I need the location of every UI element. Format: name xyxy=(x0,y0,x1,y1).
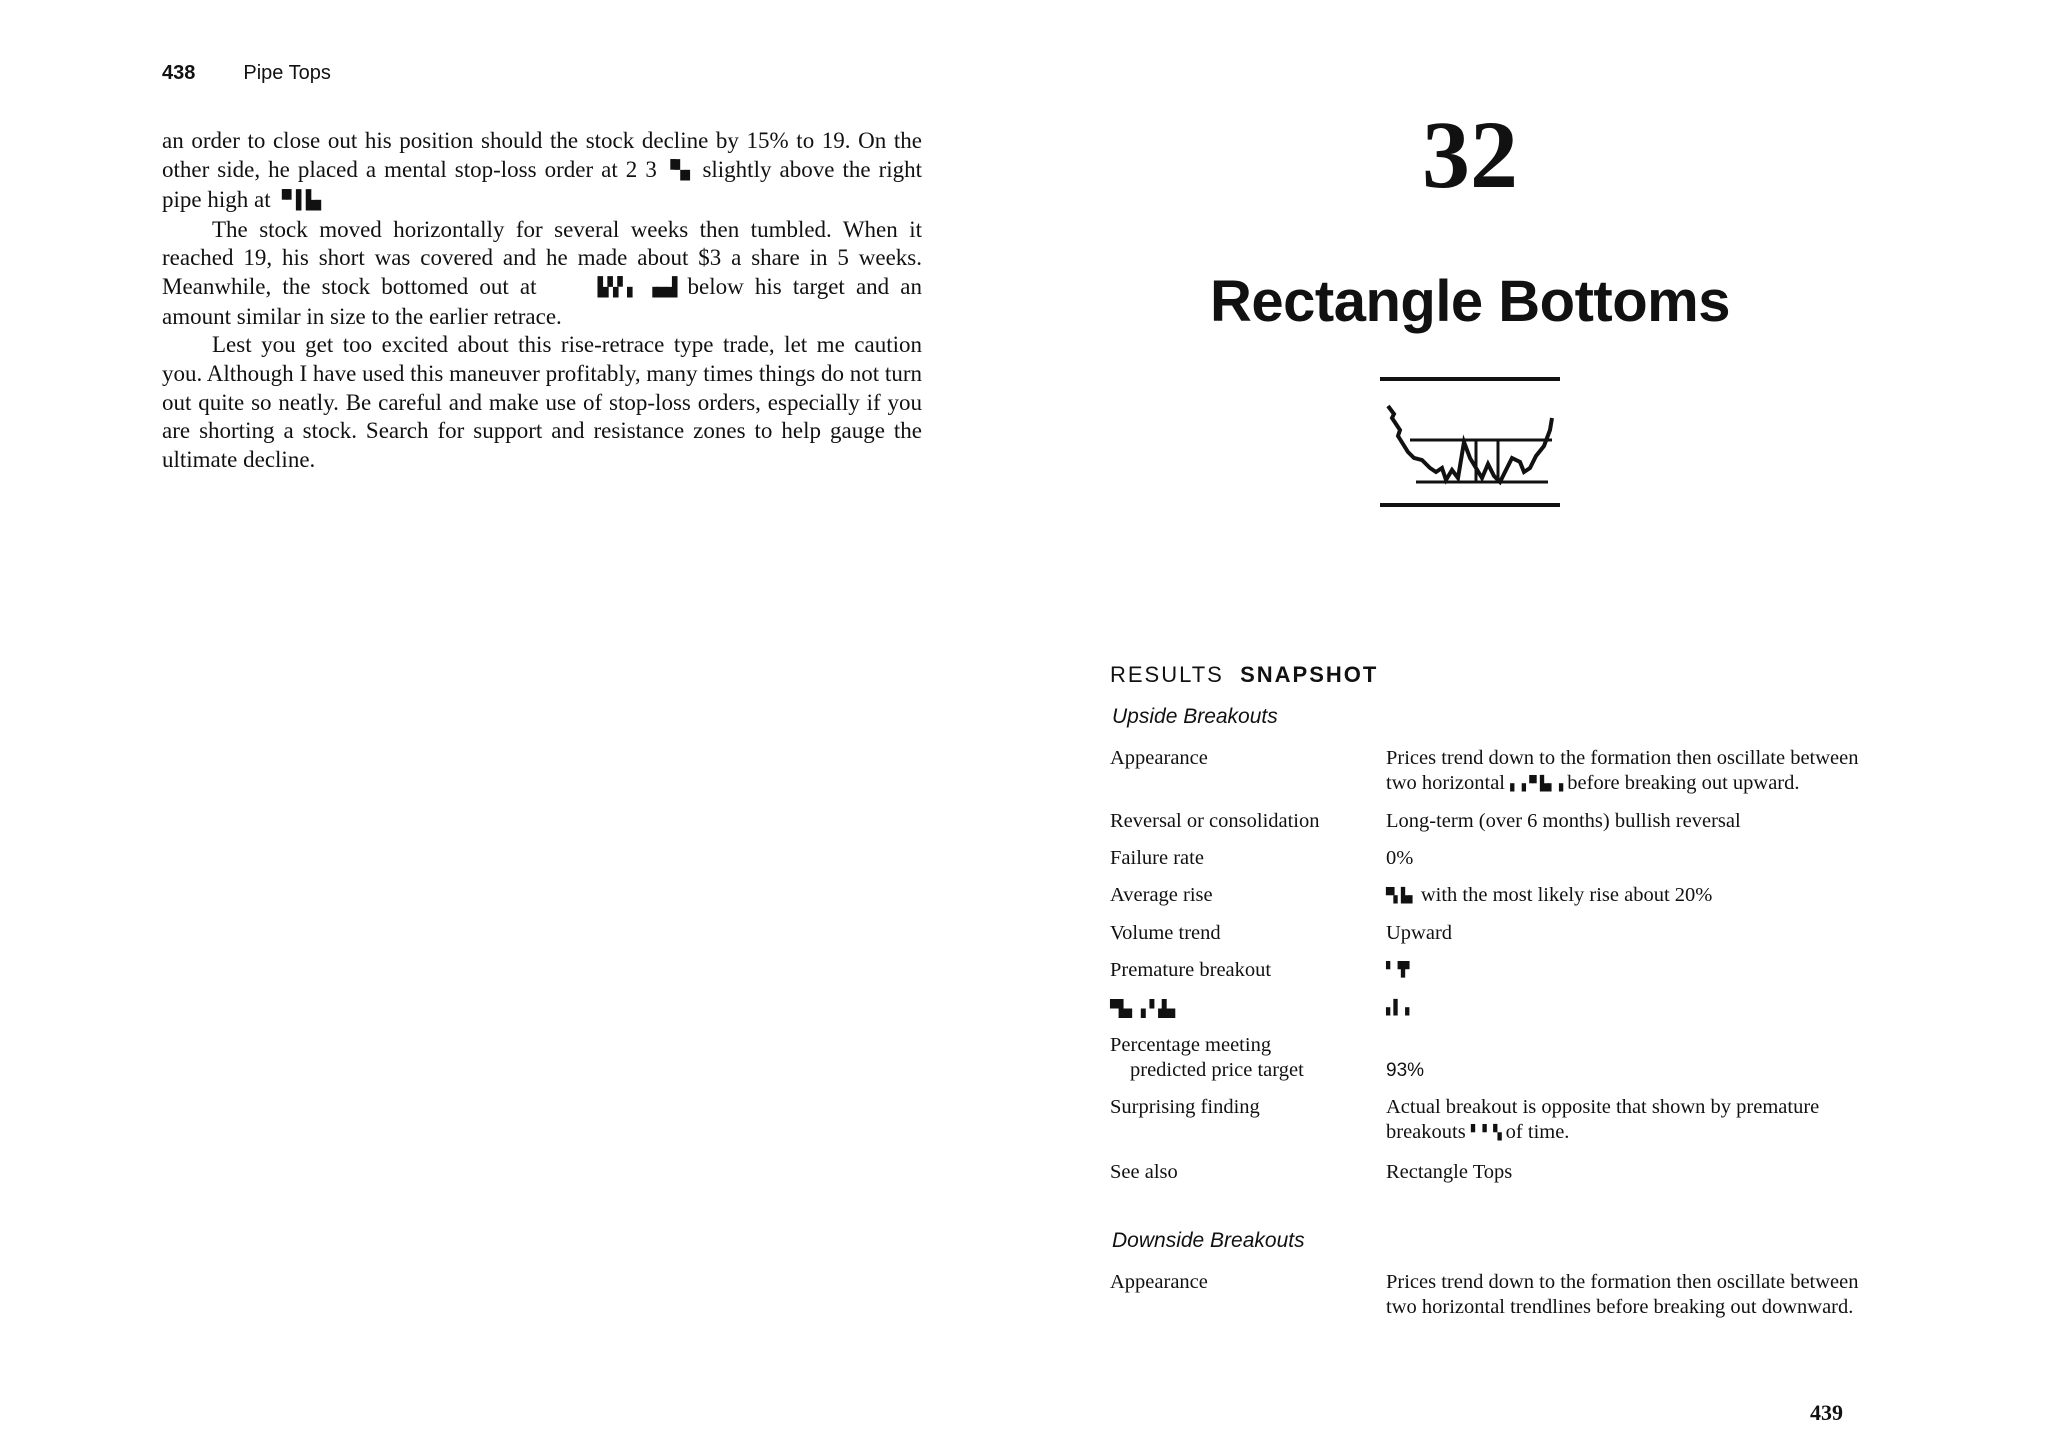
chapter-number: 32 xyxy=(1422,101,1518,208)
row-label: Reversal or consolidation xyxy=(1110,809,1320,832)
paragraph: Lest you get too excited about this rise-retrace type trade, let me caution you. Although I have used this maneuver profitably, many times things do not turn out quite so neatly. Be careful and make use of stop-loss orders, especially if you are shorting a stock. Search for support and resistance zones to help gauge the ultimate decline. xyxy=(162,332,922,472)
row-label: Volume trend xyxy=(1110,921,1221,944)
row-label-line: predicted price target xyxy=(1130,1059,1304,1082)
table-row xyxy=(1110,846,1880,871)
row-value-text: Actual breakout is opposite that shown by premature breakouts xyxy=(1386,1096,1820,1144)
illegible-glyph: ▙▚▘▖ ▗▄▟ xyxy=(597,277,677,299)
row-value: Upward xyxy=(1386,921,1453,944)
rectangle-bottom-emblem-icon xyxy=(1380,372,1560,512)
upside-breakouts-heading: Upside Breakouts xyxy=(1112,705,1278,728)
paragraph-text: below his target and an amount similar in size to the earlier retrace. xyxy=(162,273,923,329)
row-label xyxy=(1110,1033,1386,1083)
page-number: 438 xyxy=(162,62,196,84)
row-value-text: Prices trend down to the formation then oscillate between two horizontal xyxy=(1386,747,1859,794)
row-value-text: of time. xyxy=(1505,1121,1570,1144)
row-value-text: before breaking out upward. xyxy=(1567,772,1800,794)
downside-breakouts-heading: Downside Breakouts xyxy=(1112,1229,1305,1252)
paragraph-text: an order to close out his position should the stock decline by 15% to 19. On the other side, he placed a mental stop-loss order at 2 3 xyxy=(162,128,922,182)
row-value: 0% xyxy=(1386,846,1414,869)
illegible-glyph: ▘▝▛ xyxy=(1386,962,1409,979)
paragraph xyxy=(162,127,922,216)
row-label: Average rise xyxy=(1110,883,1213,906)
paragraph xyxy=(162,216,922,332)
page-number-folio: 439 xyxy=(1810,1400,1843,1425)
row-label: Appearance xyxy=(1110,1271,1208,1293)
illegible-glyph: ▘▝ ▚ xyxy=(1470,1124,1501,1141)
row-value: Prices trend down to the formation then oscillate between two horizontal trendlines before breaking out downward. xyxy=(1386,1271,1859,1318)
table-row xyxy=(1110,1160,1880,1185)
illegible-glyph: ▀▖▙▖ xyxy=(1386,887,1416,904)
row-label: Surprising finding xyxy=(1110,1096,1260,1119)
body-text xyxy=(162,127,922,474)
row-value xyxy=(1386,1095,1866,1146)
table-row xyxy=(1110,1270,1880,1320)
chapter-title: Rectangle Bottoms xyxy=(1209,269,1730,334)
table-row xyxy=(1110,1095,1880,1146)
paragraph-text: slightly above the right pipe high at xyxy=(162,156,923,212)
row-value-text: with the most likely rise about 20% xyxy=(1420,883,1713,906)
illegible-glyph: ▀▙▖▗▝▗▙▖ xyxy=(1110,999,1180,1019)
row-value: Long-term (over 6 months) bullish reversal xyxy=(1386,809,1741,832)
row-value xyxy=(1386,883,1866,909)
paragraph-text: The stock moved horizontally for several weeks then tumbled. When it reached 19, his short was covered and he made about $3 a share in 5 weeks. Meanwhile, the stock bottomed out at xyxy=(162,216,922,299)
illegible-glyph: ▝▘▌▙▖ xyxy=(276,190,326,212)
row-value xyxy=(1386,995,1866,1021)
table-row xyxy=(1110,921,1880,946)
row-label: See also xyxy=(1110,1160,1178,1183)
row-label xyxy=(1110,995,1386,1021)
row-label: Appearance xyxy=(1110,747,1208,769)
table-row xyxy=(1110,958,1880,984)
table-row xyxy=(1110,995,1880,1021)
right-page xyxy=(1020,0,2048,1447)
running-head-title: Pipe Tops xyxy=(243,62,331,84)
row-value xyxy=(1386,1033,1866,1083)
left-page xyxy=(0,0,1020,1447)
row-value xyxy=(1386,746,1866,797)
row-value: Rectangle Tops xyxy=(1386,1160,1513,1183)
row-label-line: Percentage meeting xyxy=(1110,1034,1272,1057)
table-row xyxy=(1110,1033,1880,1083)
results-snapshot-heading xyxy=(1110,662,1378,688)
downside-table xyxy=(1110,1270,1880,1332)
illegible-glyph: ▖▌▗ xyxy=(1386,1000,1409,1017)
row-label: Premature breakout xyxy=(1110,958,1272,981)
row-label: Failure rate xyxy=(1110,846,1204,869)
table-row xyxy=(1110,883,1880,909)
illegible-glyph: ▖▗▝▘▙▖▗ xyxy=(1510,775,1563,792)
table-row xyxy=(1110,746,1880,797)
snapshot-label: RESULTS xyxy=(1110,662,1224,687)
table-row xyxy=(1110,809,1880,834)
snapshot-label-strong: SNAPSHOT xyxy=(1240,662,1379,687)
running-head xyxy=(162,62,331,85)
row-value xyxy=(1386,958,1866,984)
row-value-text: 93% xyxy=(1386,1060,1425,1082)
upside-table xyxy=(1110,746,1880,1197)
illegible-glyph: ▝▚▖ xyxy=(664,160,695,182)
